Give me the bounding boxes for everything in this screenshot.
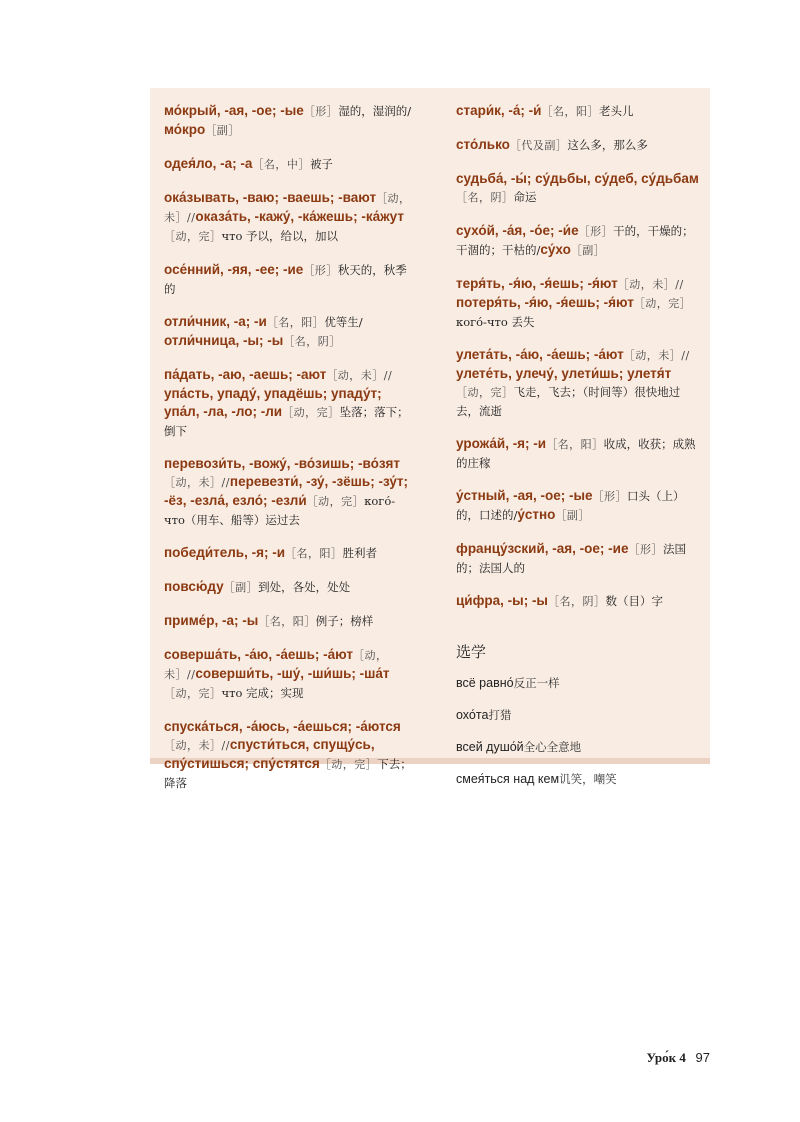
entry-grammar: ［名，阳］ [285, 547, 343, 560]
phrase-chinese: 反正一样 [513, 676, 560, 690]
entry-derived-headword: соверши́ть, -шу́, -ши́шь; -ша́т [195, 666, 390, 681]
phrase-russian: всё равно́ [456, 676, 514, 690]
entry-grammar: ［名，阴］ [456, 191, 514, 204]
entry-derived-grammar: ［动，完］ [282, 406, 340, 419]
entry-grammar: ［形］ [628, 543, 663, 556]
vocab-entry [164, 366, 414, 440]
entry-gloss: 飞走，飞去；（时间等）很快地过去，流逝 [456, 385, 681, 418]
entry-grammar: ［名，阴］ [547, 595, 606, 608]
entry-headword: ци́фра, -ы; -ы [456, 593, 548, 608]
lesson-label: Уро́к 4 [646, 1050, 686, 1065]
entry-headword: отли́чник, -а; -и [164, 314, 267, 329]
entry-grammar: ［形］ [303, 264, 338, 277]
vocab-entry [164, 578, 414, 597]
entry-headword: осе́нний, -яя, -ее; -ие [164, 262, 304, 277]
entry-gloss: кого́-что（用车、船等）运过去 [164, 494, 396, 527]
vocab-entry [164, 718, 414, 792]
phrase-item [456, 770, 702, 788]
entry-grammar: ［动，未］// [326, 369, 393, 382]
entry-headword: повсю́ду [164, 579, 224, 594]
entry-derived-grammar: ［动，完］ [633, 297, 692, 310]
entry-derived-grammar: ［副］ [570, 244, 606, 257]
entry-gloss: 例子；榜样 [315, 614, 374, 628]
vocabulary-right-column [456, 102, 702, 802]
entry-derived-grammar: ［副］ [555, 509, 590, 522]
vocab-entry [164, 155, 414, 174]
entry-grammar: ［动，未］// [164, 649, 388, 681]
phrase-item [456, 674, 702, 692]
vocab-entry [164, 544, 414, 563]
vocab-entry [164, 102, 414, 140]
entry-gloss: что 予以，给以，加以 [221, 229, 339, 243]
entry-gloss: 到处，各处，处处 [258, 580, 351, 594]
entry-gloss: 胜利者 [342, 546, 378, 560]
entry-grammar: ［形］ [303, 105, 339, 118]
phrase-russian: всей душо́й [456, 740, 524, 754]
vocab-entry [164, 612, 414, 631]
entry-gloss: 数（目）字 [605, 594, 663, 608]
entry-gloss: 干的，干燥的；干涸的；干枯的/ [456, 224, 694, 257]
entry-grammar: ［副］ [223, 581, 259, 594]
phrase-item [456, 738, 702, 756]
entry-gloss: 优等生/ [324, 315, 363, 329]
phrase-chinese: 打猎 [488, 708, 512, 722]
entry-headword: мо́крый, -ая, -ое; -ые [164, 103, 304, 118]
entry-headword: ока́зывать, -ваю; -ваешь; -вают [164, 190, 377, 205]
entry-grammar: ［形］ [592, 490, 628, 503]
entry-derived-headword: мо́кро [164, 122, 206, 137]
vocab-entry [456, 346, 702, 420]
entry-headword: у́стный, -ая, -ое; -ые [456, 488, 593, 503]
vocab-entry [456, 592, 702, 611]
entry-headword: судьба́, -ы́; су́дьбы, су́деб, су́дьбам [456, 171, 699, 186]
entry-derived-headword: улете́ть, улечу́, улети́шь; улетя́т [456, 366, 672, 381]
entry-grammar: ［动，未］// [623, 349, 690, 362]
entry-derived-grammar: ［名，阴］ [283, 335, 341, 348]
vocab-entry [456, 222, 702, 260]
vocab-entry [456, 136, 702, 155]
vocab-entry [456, 435, 702, 472]
entry-headword: теря́ть, -я́ю, -я́ешь; -я́ют [456, 276, 618, 291]
entry-gloss: что 完成；实现 [221, 686, 304, 700]
vocab-entry [456, 170, 702, 207]
entry-grammar: ［形］ [578, 225, 614, 238]
vocab-entry [456, 487, 702, 525]
entry-headword: стари́к, -а́; -и́ [456, 103, 542, 118]
entry-grammar: ［名，阳］ [546, 438, 604, 451]
entry-gloss: 命运 [513, 190, 537, 204]
entry-gloss: 下去；降落 [164, 757, 412, 790]
entry-headword: соверша́ть, -а́ю, -а́ешь; -а́ют [164, 647, 353, 662]
entry-grammar: ［动，未］// [164, 476, 230, 489]
entry-grammar: ［名，阳］ [266, 316, 325, 329]
entry-headword: приме́р, -а; -ы [164, 613, 259, 628]
vocab-entry [164, 261, 414, 298]
entry-grammar: ［代及副］ [509, 139, 568, 152]
entry-gloss: 坠落；落下；倒下 [164, 405, 409, 438]
vocab-entry [456, 102, 702, 121]
optional-section-title: 选学 [456, 643, 487, 661]
phrase-item [456, 706, 702, 724]
entry-grammar: ［名，中］ [252, 158, 310, 171]
entry-headword: сухо́й, -а́я, -о́е; -и́е [456, 223, 579, 238]
phrase-russian: смея́ться над кем [456, 772, 560, 786]
phrase-chinese: 讥笑，嘲笑 [559, 772, 617, 786]
entry-derived-grammar: ［动，完］ [164, 230, 222, 243]
vocab-entry [164, 189, 414, 246]
page-footer [646, 1050, 710, 1066]
entry-headword: францу́зский, -ая, -ое; -ие [456, 541, 629, 556]
vocab-entry [164, 313, 414, 351]
entry-derived-headword: оказа́ть, -кажу́, -ка́жешь; -ка́жут [195, 209, 404, 224]
vocab-entry [456, 275, 702, 331]
entry-gloss: 秋天的，秋季的 [164, 263, 407, 296]
entry-derived-headword: перевезти́, -зу́, -зёшь; -зу́т; -ёз, -езла́, езло́; -езли́ [164, 474, 408, 508]
entry-gloss: кого́-что 丢失 [456, 315, 535, 329]
entry-grammar: ［动，未］// [164, 739, 230, 752]
vocab-entry [164, 646, 414, 703]
entry-grammar: ［动，未］// [617, 278, 684, 291]
entry-gloss: 老头儿 [598, 104, 634, 118]
entry-derived-headword: спусти́ться, спущу́сь, спу́стишься; спу́стятся [164, 737, 375, 771]
entry-derived-grammar: ［动，完］ [456, 386, 514, 399]
entry-headword: перевози́ть, -вожу́, -во́зишь; -во́зят [164, 456, 401, 471]
entry-derived-grammar: ［副］ [205, 124, 240, 137]
entry-gloss: 这么多，那么多 [567, 138, 648, 152]
entry-grammar: ［动，未］// [164, 192, 411, 224]
entry-gloss: 口头（上）的，口述的/ [456, 489, 685, 522]
entry-derived-headword: упа́сть, упаду́, упадёшь; упаду́т; упа́л, -ла, -ло; -ли [164, 386, 382, 419]
entry-gloss: 湿的，湿润的/ [338, 104, 412, 118]
entry-derived-grammar: ［动，完］ [319, 758, 378, 771]
entry-derived-headword: потеря́ть, -я́ю, -я́ешь; -я́ют [456, 295, 634, 310]
vocabulary-panel [150, 88, 710, 790]
phrase-russian: охо́та [456, 708, 489, 722]
page-number: 97 [695, 1050, 710, 1065]
entry-derived-headword: су́хо [540, 242, 571, 257]
entry-grammar: ［名，阳］ [541, 105, 599, 118]
entry-headword: улета́ть, -а́ю, -а́ешь; -а́ют [456, 347, 624, 362]
entry-derived-headword: отли́чница, -ы; -ы [164, 333, 284, 348]
phrase-chinese: 全心全意地 [523, 740, 582, 754]
entry-grammar: ［名，阳］ [258, 615, 316, 628]
entry-headword: сто́лько [456, 137, 510, 152]
entry-gloss: 被子 [309, 157, 333, 171]
entry-headword: победи́тель, -я; -и [164, 545, 286, 560]
vocab-entry [456, 540, 702, 577]
entry-headword: спуска́ться, -а́юсь, -а́ешься; -а́ются [164, 719, 401, 734]
vocab-entry [164, 455, 414, 529]
entry-derived-grammar: ［动，完］ [306, 495, 365, 508]
entry-gloss: 收成，收获；成熟的庄稼 [456, 437, 696, 470]
entry-headword: урожа́й, -я; -и [456, 436, 547, 451]
entry-headword: па́дать, -аю, -аешь; -ают [164, 367, 327, 382]
entry-gloss: 法国的；法国人的 [456, 542, 686, 575]
entry-derived-headword: у́стно [517, 507, 556, 522]
vocabulary-left-column [164, 102, 414, 807]
entry-derived-grammar: ［动，完］ [164, 687, 222, 700]
entry-headword: одея́ло, -а; -а [164, 156, 253, 171]
